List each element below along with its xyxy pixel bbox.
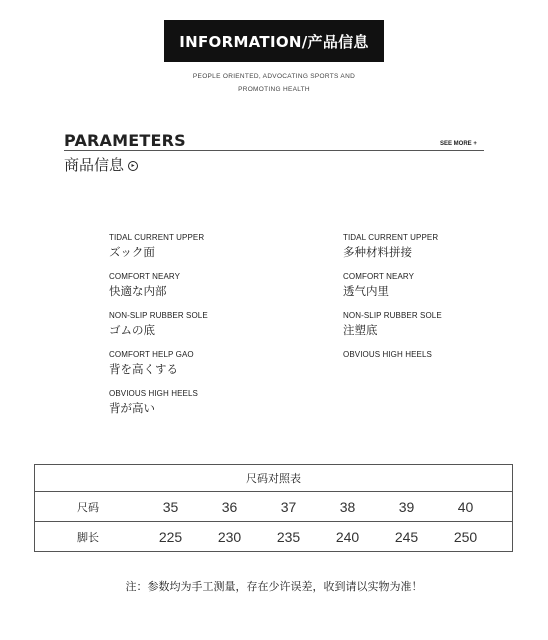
feature-right-1 [343, 233, 438, 260]
info-banner [164, 20, 384, 62]
feature-en: NON-SLIP RUBBER SOLE [343, 311, 442, 320]
feature-en: OBVIOUS HIGH HEELS [109, 389, 198, 398]
measurement-note: 注：参数均为手工测量，存在少许误差，收到请以实物为准！ [125, 580, 423, 593]
feature-en: COMFORT NEARY [109, 272, 181, 281]
feature-left-5 [109, 389, 198, 416]
feature-left-2 [109, 272, 180, 299]
table-cell: 36 [221, 499, 238, 515]
feature-en: TIDAL CURRENT UPPER [343, 233, 439, 242]
table-cell: 39 [398, 499, 415, 515]
feature-zh: 快適な内部 [109, 284, 167, 298]
banner-title: INFORMATION/产品信息 [179, 32, 369, 51]
table-cell: 35 [162, 499, 179, 515]
feature-zh: 背を高くする [109, 362, 178, 376]
subtitle-text: 商品信息 [64, 156, 125, 174]
slogan-line-1: PEOPLE ORIENTED, ADVOCATING SPORTS AND [192, 73, 356, 80]
feature-en: COMFORT HELP GAO [109, 350, 194, 359]
table-cell: 235 [276, 529, 301, 545]
table-cell: 240 [335, 529, 360, 545]
parameters-subtitle [64, 154, 138, 175]
feature-left-3 [109, 311, 208, 338]
row-label: 尺码 [77, 501, 99, 514]
table-cell: 245 [394, 529, 419, 545]
table-cell: 250 [453, 529, 478, 545]
table-cell: 230 [217, 529, 242, 545]
slogan-line-2: PROMOTING HEALTH [238, 86, 310, 93]
feature-en: COMFORT NEARY [343, 272, 415, 281]
feature-zh: 背が高い [109, 401, 155, 415]
feature-en: OBVIOUS HIGH HEELS [343, 350, 432, 359]
parameters-title: PARAMETERS [64, 131, 186, 150]
feature-left-1 [109, 233, 204, 260]
feature-zh: ズック面 [109, 245, 155, 259]
table-cell: 38 [339, 499, 356, 515]
feature-right-4 [343, 350, 432, 361]
table-cell: 40 [457, 499, 474, 515]
table-cell: 37 [280, 499, 297, 515]
feature-en: TIDAL CURRENT UPPER [109, 233, 205, 242]
feature-zh: 透气内里 [343, 284, 389, 298]
chevron-right-circle-icon[interactable]: ▸ [128, 161, 138, 171]
table-row [35, 522, 512, 552]
feature-right-3 [343, 311, 442, 338]
divider [64, 150, 484, 151]
size-chart-title: 尺码对照表 [35, 465, 512, 492]
feature-right-2 [343, 272, 414, 299]
table-cell: 225 [158, 529, 183, 545]
feature-en: NON-SLIP RUBBER SOLE [109, 311, 208, 320]
row-label: 脚长 [77, 531, 99, 544]
see-more-link[interactable]: SEE MORE + [440, 141, 477, 147]
feature-zh: ゴムの底 [109, 323, 155, 337]
feature-left-4 [109, 350, 194, 377]
feature-zh: 注塑底 [343, 323, 378, 337]
feature-zh: 多种材料拼接 [343, 245, 412, 259]
table-row [35, 493, 512, 522]
size-chart-table [34, 464, 513, 552]
